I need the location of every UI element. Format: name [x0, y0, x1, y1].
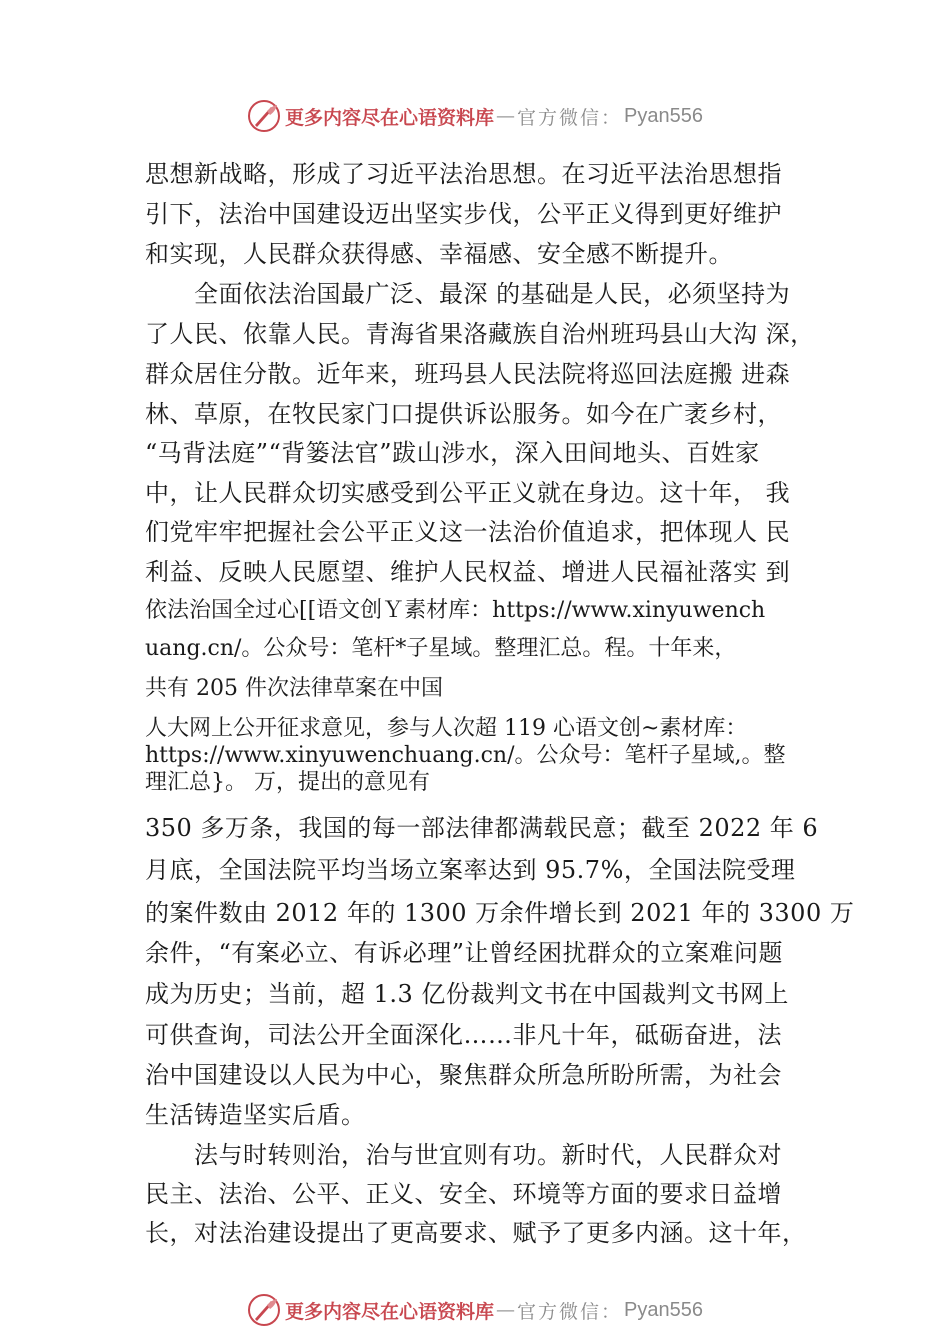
text-line: 了人民、依靠人民。青海省果洛藏族自治州班玛县山大沟 深，: [145, 320, 815, 348]
text-line: 林、草原，在牧民家门口提供诉讼服务。如今在广袤乡村，: [145, 400, 782, 428]
footer-banner: [0, 1290, 950, 1330]
text-line: “马背法庭”“背篓法官”跋山涉水，深入田间地头、百姓家: [145, 439, 760, 467]
banner-dash: —: [496, 105, 516, 127]
text-line: 群众居住分散。近年来，班玛县人民法院将巡回法庭搬 进森: [145, 360, 791, 388]
text-line: 共有 205 件次法律草案在中国: [145, 676, 443, 701]
text-line: 余件，“有案必立、有诉必理”让曾经困扰群众的立案难问题: [145, 939, 784, 967]
banner-official-label: 官方微信：: [517, 1300, 623, 1323]
text-line: 成为历史；当前，超 1.3 亿份裁判文书在中国裁判文书网上: [145, 980, 789, 1008]
text-line: uang.cn/。公众号：笔杆*子星域。整理汇总。程。十年来，: [145, 636, 737, 661]
quill-logo-icon: [247, 99, 281, 133]
text-line: 全面依法治国最广泛、最深 的基础是人民，必须坚持为: [145, 280, 791, 308]
text-line: 理汇总}。 万，提出的意见有: [145, 770, 430, 795]
banner-wechat-id: Pyan556: [624, 1298, 703, 1321]
text-line: 生活铸造坚实后盾。: [145, 1101, 366, 1129]
text-line: 治中国建设以人民为中心，聚焦群众所急所盼所需，为社会: [145, 1061, 782, 1089]
text-line: https://www.xinyuwenchuang.cn/。公众号：笔杆子星域,。整: [145, 743, 786, 768]
text-line: 法与时转则治，治与世宜则有功。新时代，人民群众对: [145, 1141, 782, 1169]
banner-title: 更多内容尽在心语资料库: [285, 106, 495, 129]
banner-title: 更多内容尽在心语资料库: [285, 1300, 495, 1323]
header-banner: [0, 96, 950, 136]
text-line: 350 多万条，我国的每一部法律都满载民意；截至 2022 年 6: [145, 814, 819, 842]
text-line: 民主、法治、公平、正义、安全、环境等方面的要求日益增: [145, 1180, 782, 1208]
text-line: 思想新战略，形成了习近平法治思想。在习近平法治思想指: [145, 160, 782, 188]
text-line: 利益、反映人民愿望、维护人民权益、增进人民福祉落实 到: [145, 558, 791, 586]
text-line: 依法治国全过心[[语文创Ｙ素材库：https://www.xinyuwench: [145, 598, 766, 623]
quill-logo-icon: [247, 1293, 281, 1327]
text-line: 引下，法治中国建设迈出坚实步伐，公平正义得到更好维护: [145, 200, 782, 228]
text-line: 们党牢牢把握社会公平正义这一法治价值追求，把体现人 民: [145, 518, 791, 546]
text-line: 人大网上公开征求意见，参与人次超 119 心语文创~素材库：: [145, 716, 748, 741]
banner-official-label: 官方微信：: [517, 106, 623, 129]
banner-dash: —: [496, 1299, 516, 1321]
text-line: 月底，全国法院平均当场立案率达到 95.7%，全国法院受理: [145, 856, 796, 884]
text-line: 和实现，人民群众获得感、幸福感、安全感不断提升。: [145, 240, 733, 268]
text-line: 可供查询，司法公开全面深化……非凡十年，砥砺奋进，法: [145, 1021, 782, 1049]
text-line: 长，对法治建设提出了更高要求、赋予了更多内涵。这十年，: [145, 1219, 807, 1247]
text-line: 的案件数由 2012 年的 1300 万余件增长到 2021 年的 3300 万: [145, 899, 855, 927]
text-line: 中，让人民群众切实感受到公平正义就在身边。这十年， 我: [145, 479, 791, 507]
banner-wechat-id: Pyan556: [624, 104, 703, 127]
